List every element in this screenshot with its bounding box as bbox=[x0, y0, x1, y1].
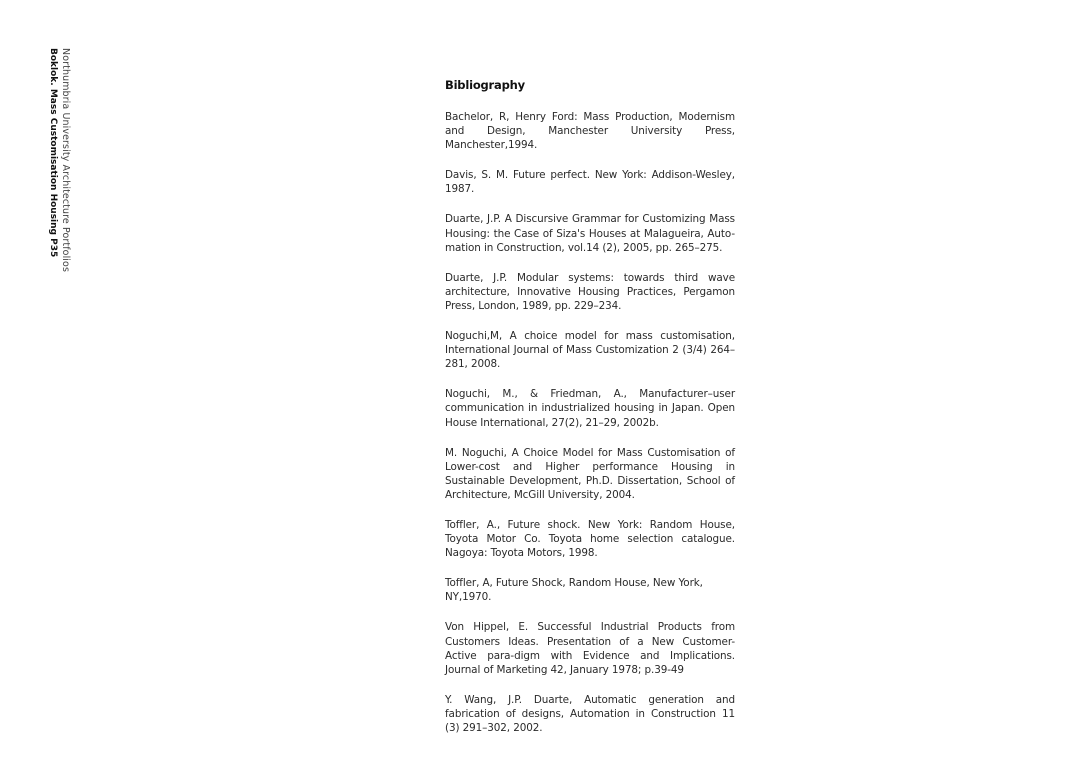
bibliography-entry: Noguchi, M., & Friedman, A., Manufacturer–user communication in industrialized housing in Japan. Open House International, 27(2), 21–29, 2002b. bbox=[445, 388, 735, 429]
bibliography-entry: Y. Wang, J.P. Duarte, Automatic generation and fabrication of designs, Automation in Construction 11 (3) 291–302, 2002. bbox=[445, 693, 735, 734]
bibliography-title: Bibliography bbox=[445, 78, 525, 92]
side-running-header-text bbox=[46, 48, 72, 272]
bibliography-entry: Duarte, J.P. Modular systems: towards third wave architecture, Innovative Housing Practices, Pergamon Press, London, 1989, pp. 229–234. bbox=[445, 271, 735, 312]
bibliography-entry: Davis, S. M. Future perfect. New York: Addison-Wesley, 1987. bbox=[445, 169, 735, 196]
bibliography-entry: Noguchi,M, A choice model for mass customisation, International Journal of Mass Customization 2 (3/4) 264–281, 2008. bbox=[445, 330, 735, 371]
bibliography-entry: Toffler, A, Future Shock, Random House, New York, NY,1970. bbox=[445, 577, 703, 604]
bibliography-section bbox=[445, 78, 735, 751]
bibliography-entry: Von Hippel, E. Successful Industrial Products from Customers Ideas. Presentation of a New Customer-Active para-digm with Evidence and Implications. Journal of Marketing 42, January 1978; p.39-49 bbox=[445, 621, 735, 676]
bibliography-entry: Duarte, J.P. A Discursive Grammar for Customizing Mass Housing: the Case of Siza's Houses at Malagueira, Auto-mation in Construction, vol.14 (2), 2005, pp. 265–275. bbox=[445, 213, 735, 254]
bibliography-entry: Bachelor, R, Henry Ford: Mass Production, Modernism and Design, Manchester University Press, Manchester,1994. bbox=[445, 111, 735, 152]
bibliography-entry: M. Noguchi, A Choice Model for Mass Customisation of Lower-cost and Higher performance Housing in Sustainable Development, Ph.D. Dissertation, School of Architecture, McGill University, 2004. bbox=[445, 446, 735, 501]
side-running-header bbox=[46, 48, 76, 273]
project-page-label: Boklok. Mass Customisation Housing P35 bbox=[48, 48, 58, 258]
portfolio-name: Northumbria University Architecture Portfolios bbox=[60, 48, 71, 273]
bibliography-entry: Toffler, A., Future shock. New York: Random House, Toyota Motor Co. Toyota home selection catalogue. Nagoya: Toyota Motors, 1998. bbox=[445, 518, 735, 560]
